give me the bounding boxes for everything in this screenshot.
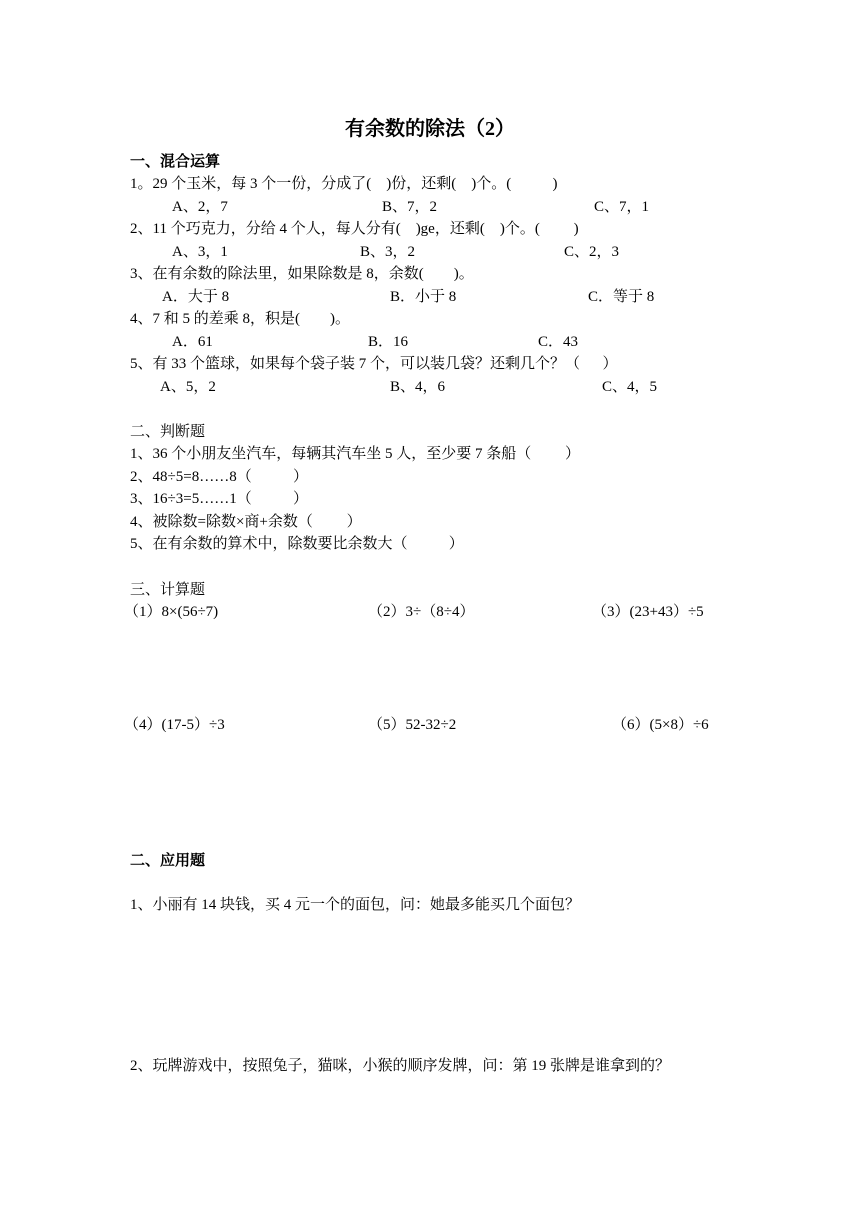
section-heading-calculation: 三、计算题 [130, 582, 206, 598]
option-a: A、5，2 [160, 379, 216, 395]
question-text: 2、11 个巧克力，分给 4 个人，每人分有( )ge，还剩( )个。( ) [130, 221, 579, 237]
word-problem: 1、小丽有 14 块钱，买 4 元一个的面包，问：她最多能买几个面包？ [130, 897, 581, 913]
question-text: 1。29 个玉米，每 3 个一份，分成了( )份，还剩( )个。( ) [130, 176, 558, 192]
option-c: C、2，3 [564, 244, 620, 260]
option-b: B．小于 8 [390, 289, 457, 305]
question-text: 3、在有余数的除法里，如果除数是 8，余数( )。 [130, 266, 474, 282]
option-c: C、7，1 [594, 199, 650, 215]
section-heading-mixed-operations: 一、混合运算 [130, 154, 221, 170]
option-b: B．16 [368, 334, 409, 350]
judgment-item: 5、在有余数的算术中，除数要比余数大（ ） [130, 536, 464, 552]
option-b: B、3，2 [360, 244, 416, 260]
calc-problem: （5）52-32÷2 [368, 717, 457, 733]
option-c: C．等于 8 [588, 289, 655, 305]
option-a: A．61 [172, 334, 213, 350]
option-a: A、2，7 [172, 199, 228, 215]
calc-problem: （6）(5×8）÷6 [612, 717, 709, 733]
calc-problem: （3）(23+43）÷5 [592, 604, 704, 620]
option-b: B、7，2 [382, 199, 438, 215]
option-b: B、4，6 [390, 379, 446, 395]
option-c: C、4，5 [602, 379, 658, 395]
section-heading-true-false: 二、判断题 [130, 424, 206, 440]
judgment-item: 3、16÷3=5……1（ ） [130, 491, 308, 507]
word-problem: 2、玩牌游戏中，按照兔子，猫咪，小猴的顺序发牌，问：第 19 张牌是谁拿到的？ [130, 1058, 671, 1074]
section-heading-word-problems: 二、应用题 [130, 853, 206, 869]
option-a: A、3，1 [172, 244, 228, 260]
question-text: 4、7 和 5 的差乘 8，积是( )。 [130, 311, 350, 327]
question-text: 5、有 33 个篮球，如果每个袋子装 7 个，可以装几袋？还剩几个？（ ） [130, 356, 618, 372]
judgment-item: 1、36 个小朋友坐汽车，每辆其汽车坐 5 人，至少要 7 条船（ ） [130, 446, 581, 462]
option-c: C．43 [538, 334, 579, 350]
judgment-item: 2、48÷5=8……8（ ） [130, 469, 308, 485]
option-a: A．大于 8 [162, 289, 230, 305]
calc-problem: （1）8×(56÷7) [124, 604, 219, 620]
judgment-item: 4、被除数=除数×商+余数（ ） [130, 514, 362, 530]
page-title: 有余数的除法（2） [345, 118, 515, 140]
calc-problem: （2）3÷（8÷4） [368, 604, 475, 620]
calc-problem: （4）(17-5）÷3 [124, 717, 225, 733]
